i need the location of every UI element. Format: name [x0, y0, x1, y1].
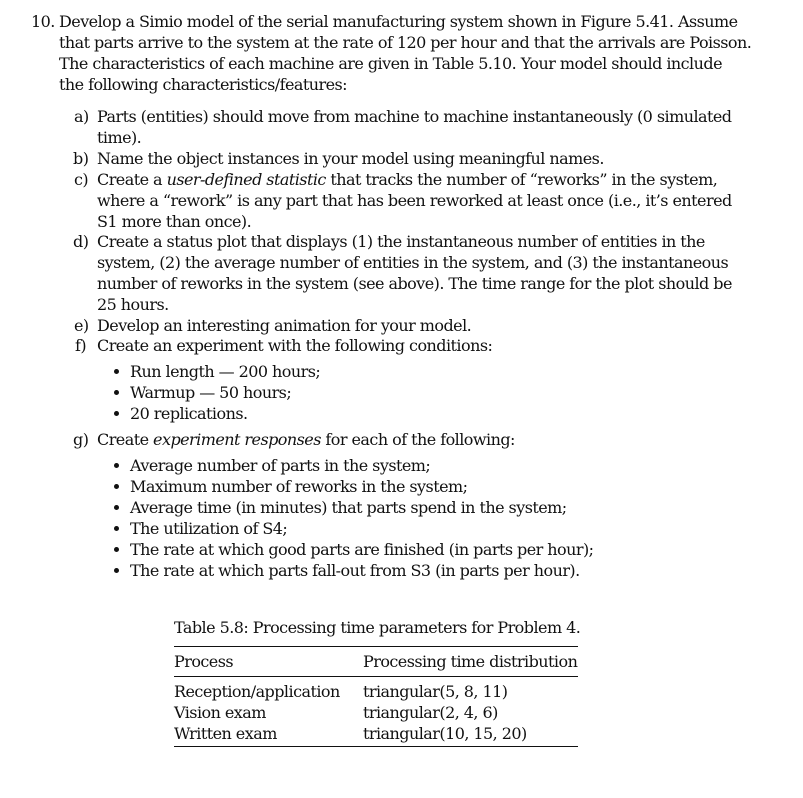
- list-item: The rate at which parts fall-out from S3 (in parts per hour).: [130, 561, 580, 580]
- item-g-pre: Create: [97, 430, 154, 449]
- table-mid-rule: [174, 676, 578, 677]
- item-g-text: [97, 430, 515, 450]
- list-item: The rate at which good parts are finished (in parts per hour);: [130, 540, 594, 559]
- item-c-post: that tracks the number of “reworks” in the system,: [325, 170, 718, 189]
- list-item: Warmup — 50 hours;: [130, 383, 292, 402]
- table-cell: triangular(5, 8, 11): [363, 682, 508, 701]
- item-d-text: system, (2) the average number of entities in the system, and (3) the instantaneous: [97, 253, 729, 272]
- table-cell: Reception/application: [174, 682, 340, 701]
- table-header-process: Process: [174, 652, 234, 671]
- item-marker-d: d): [73, 232, 89, 251]
- item-marker-a: a): [74, 107, 89, 126]
- item-a-text: time).: [97, 128, 142, 147]
- intro-line: that parts arrive to the system at the rate of 120 per hour and that the arrivals are Poisson.: [59, 33, 752, 52]
- list-item: Maximum number of reworks in the system;: [130, 477, 468, 496]
- item-marker-b: b): [73, 149, 89, 168]
- table-top-rule: [174, 646, 578, 647]
- bullet-dot: [114, 369, 119, 374]
- item-c-text: [97, 170, 717, 190]
- table-header-distribution: Processing time distribution: [363, 652, 578, 671]
- list-item: 20 replications.: [130, 404, 248, 423]
- list-item: Average time (in minutes) that parts spend in the system;: [130, 498, 567, 517]
- item-b-text: Name the object instances in your model using meaningful names.: [97, 149, 604, 168]
- item-d-text: number of reworks in the system (see above). The time range for the plot should be: [97, 274, 732, 293]
- bullet-dot: [114, 463, 119, 468]
- bullet-dot: [114, 526, 119, 531]
- item-c-text: where a “rework” is any part that has been reworked at least once (i.e., it’s entered: [97, 191, 732, 210]
- intro-line: The characteristics of each machine are given in Table 5.10. Your model should include: [59, 54, 722, 73]
- table-caption: Table 5.8: Processing time parameters for Problem 4.: [174, 618, 581, 637]
- item-marker-g: g): [73, 430, 89, 449]
- problem-number: 10.: [31, 12, 55, 31]
- table-cell: Vision exam: [174, 703, 266, 722]
- table-cell: Written exam: [174, 724, 277, 743]
- item-d-text: 25 hours.: [97, 295, 169, 314]
- item-c-text: S1 more than once).: [97, 212, 252, 231]
- bullet-dot: [114, 547, 119, 552]
- table-bottom-rule: [174, 746, 578, 747]
- intro-line: Develop a Simio model of the serial manufacturing system shown in Figure 5.41. Assume: [59, 12, 738, 31]
- list-item: Run length — 200 hours;: [130, 362, 321, 381]
- item-g-emphasis: experiment responses: [153, 430, 321, 449]
- item-a-text: Parts (entities) should move from machine to machine instantaneously (0 simulated: [97, 107, 732, 126]
- item-d-text: Create a status plot that displays (1) the instantaneous number of entities in the: [97, 232, 705, 251]
- table-cell: triangular(2, 4, 6): [363, 703, 498, 722]
- bullet-dot: [114, 505, 119, 510]
- list-item: Average number of parts in the system;: [130, 456, 431, 475]
- item-f-text: Create an experiment with the following conditions:: [97, 336, 493, 355]
- bullet-dot: [114, 568, 119, 573]
- bullet-dot: [114, 411, 119, 416]
- intro-line: the following characteristics/features:: [59, 75, 348, 94]
- bullet-dot: [114, 484, 119, 489]
- item-marker-f: f): [75, 336, 87, 355]
- item-marker-c: c): [74, 170, 89, 189]
- item-c-emphasis: user-defined statistic: [166, 170, 326, 189]
- item-marker-e: e): [74, 316, 89, 335]
- bullet-dot: [114, 390, 119, 395]
- item-g-post: for each of the following:: [320, 430, 515, 449]
- table-cell: triangular(10, 15, 20): [363, 724, 527, 743]
- item-c-pre: Create a: [97, 170, 167, 189]
- item-e-text: Develop an interesting animation for your model.: [97, 316, 472, 335]
- list-item: The utilization of S4;: [130, 519, 288, 538]
